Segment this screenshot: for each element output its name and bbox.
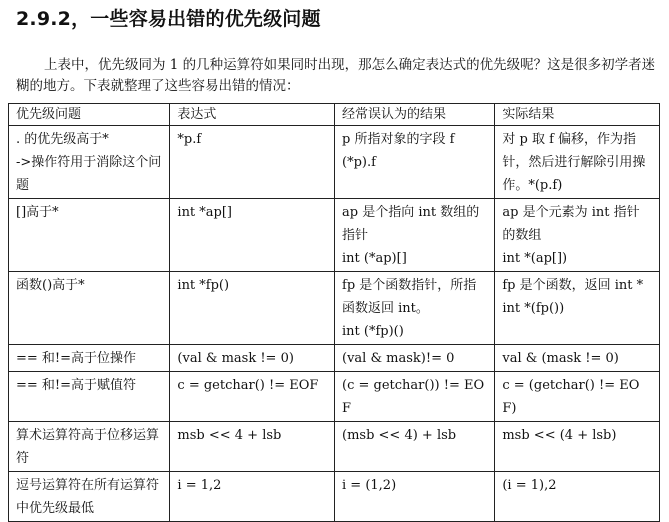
precedence-table <box>8 103 660 522</box>
section-number: 2.9.2， <box>16 8 91 30</box>
cell-mistaken: (c = getchar()) != EOF <box>335 372 495 422</box>
cell-actual: c = (getchar() != EOF) <box>495 372 660 422</box>
header-actual: 实际结果 <box>495 104 660 126</box>
header-expression: 表达式 <box>170 104 335 126</box>
cell-mistaken: i = (1,2) <box>335 472 495 522</box>
cell-expression: i = 1,2 <box>170 472 335 522</box>
intro-text: 上表中，优先级同为 1 的几种运算符如果同时出现，那怎么确定表达式的优先级呢？这是很多初学者迷糊的地方。下表就整理了这些容易出错的情况： <box>16 57 656 94</box>
cell-mistaken: (val & mask)!= 0 <box>335 345 495 372</box>
cell-expression: (val & mask != 0) <box>170 345 335 372</box>
cell-issue: 逗号运算符在所有运算符中优先级最低 <box>9 472 170 522</box>
cell-actual: val & (mask != 0) <box>495 345 660 372</box>
section-title: 一些容易出错的优先级问题 <box>90 8 321 30</box>
cell-mistaken: p 所指对象的字段 f (*p).f <box>335 126 495 199</box>
table-row <box>9 345 660 372</box>
cell-expression: c = getchar() != EOF <box>170 372 335 422</box>
cell-issue: 算术运算符高于位移运算符 <box>9 422 170 472</box>
cell-expression: msb << 4 + lsb <box>170 422 335 472</box>
cell-mistaken: fp 是个函数指针，所指函数返回 int。 int (*fp)() <box>335 272 495 345</box>
table-row <box>9 372 660 422</box>
cell-expression: int *ap[] <box>170 199 335 272</box>
cell-expression: *p.f <box>170 126 335 199</box>
table-row <box>9 472 660 522</box>
cell-actual: fp 是个函数，返回 int * int *(fp()) <box>495 272 660 345</box>
cell-actual: (i = 1),2 <box>495 472 660 522</box>
table-row <box>9 272 660 345</box>
cell-issue: == 和!=高于位操作 <box>9 345 170 372</box>
intro-paragraph <box>16 55 662 97</box>
header-mistaken: 经常误认为的结果 <box>335 104 495 126</box>
cell-actual: 对 p 取 f 偏移，作为指针，然后进行解除引用操作。*(p.f) <box>495 126 660 199</box>
cell-issue: []高于* <box>9 199 170 272</box>
table-row <box>9 126 660 199</box>
cell-issue: . 的优先级高于* ->操作符用于消除这个问题 <box>9 126 170 199</box>
table-row <box>9 199 660 272</box>
section-heading <box>16 4 321 31</box>
cell-mistaken: ap 是个指向 int 数组的指针 int (*ap)[] <box>335 199 495 272</box>
cell-issue: == 和!=高于赋值符 <box>9 372 170 422</box>
cell-mistaken: (msb << 4) + lsb <box>335 422 495 472</box>
cell-actual: msb << (4 + lsb) <box>495 422 660 472</box>
header-issue: 优先级问题 <box>9 104 170 126</box>
cell-expression: int *fp() <box>170 272 335 345</box>
table-row <box>9 422 660 472</box>
cell-actual: ap 是个元素为 int 指针的数组 int *(ap[]) <box>495 199 660 272</box>
table-header-row <box>9 104 660 126</box>
cell-issue: 函数()高于* <box>9 272 170 345</box>
